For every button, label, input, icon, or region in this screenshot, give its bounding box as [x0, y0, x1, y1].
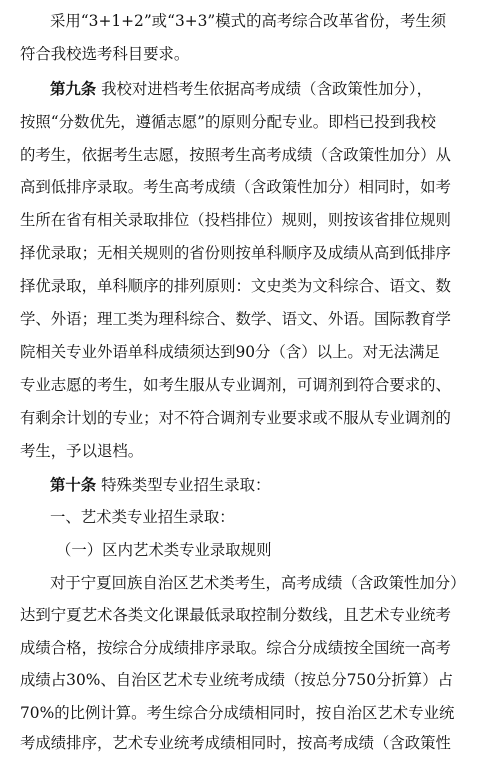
- paragraph-line: 成绩占30%、自治区艺术专业统考成绩（按总分750分折算）占: [20, 671, 453, 689]
- paragraph-line: 符合我校选考科目要求。: [20, 45, 190, 63]
- article-10-line: [50, 470, 470, 500]
- paragraph-line: 高到低排序录取。考生高考成绩（含政策性加分）相同时，如考: [20, 178, 451, 196]
- paragraph-line: 考生，予以退档。: [20, 442, 144, 460]
- article-9-heading: 第九条: [50, 80, 97, 98]
- paragraph-line: 按照“分数优先，遵循志愿”的原则分配专业。即档已投到我校: [20, 113, 436, 131]
- paragraph-line: 70%的比例计算。考生综合分成绩相同时，按自治区艺术专业统: [20, 704, 455, 722]
- paragraph-line: 择优录取；无相关规则的省份则按单科顺序及成绩从高到低排序: [20, 244, 451, 262]
- article-10-text: 特殊类型专业招生录取：: [101, 476, 271, 494]
- paragraph-line: 的考生，依据考生志愿，按照考生高考成绩（含政策性加分）从: [20, 146, 451, 164]
- paragraph-line: 生所在省有相关录取排位（投档排位）规则，则按该省排位规则: [20, 211, 451, 229]
- subsection-heading: （一）区内艺术类专业录取规则: [56, 541, 272, 559]
- paragraph-line: 对于宁夏回族自治区艺术类考生，高考成绩（含政策性加分）: [50, 574, 466, 592]
- section-heading: 一、艺术类专业招生录取：: [50, 508, 235, 526]
- paragraph-line: 学、外语；理工类为理科综合、数学、语文、外语。国际教育学: [20, 310, 451, 328]
- paragraph-line: 成绩合格，按综合分成绩排序录取。综合分成绩按全国统一高考: [20, 639, 451, 657]
- article-10-heading: 第十条: [50, 476, 97, 494]
- paragraph-line: 采用“3+1+2”或“3+3”模式的高考综合改革省份，考生须: [50, 12, 447, 30]
- article-9-line: [50, 74, 470, 104]
- paragraph-line: 有剩余计划的专业；对不符合调剂专业要求或不服从专业调剂的: [20, 409, 451, 427]
- paragraph-line: 专业志愿的考生，如考生服从专业调剂，可调剂到符合要求的、: [20, 376, 451, 394]
- paragraph-line: 院相关专业外语单科成绩须达到90分（含）以上。对无法满足: [20, 343, 440, 361]
- paragraph-line: 考成绩排序，艺术专业统考成绩相同时，按高考成绩（含政策性: [20, 734, 451, 752]
- article-9-text: 我校对进档考生依据高考成绩（含政策性加分），: [101, 80, 432, 98]
- paragraph-line: 择优录取，单科顺序的排列原则：文史类为文科综合、语文、数: [20, 277, 451, 295]
- paragraph-line: 达到宁夏艺术各类文化课最低录取控制分数线，且艺术专业统考: [20, 606, 451, 624]
